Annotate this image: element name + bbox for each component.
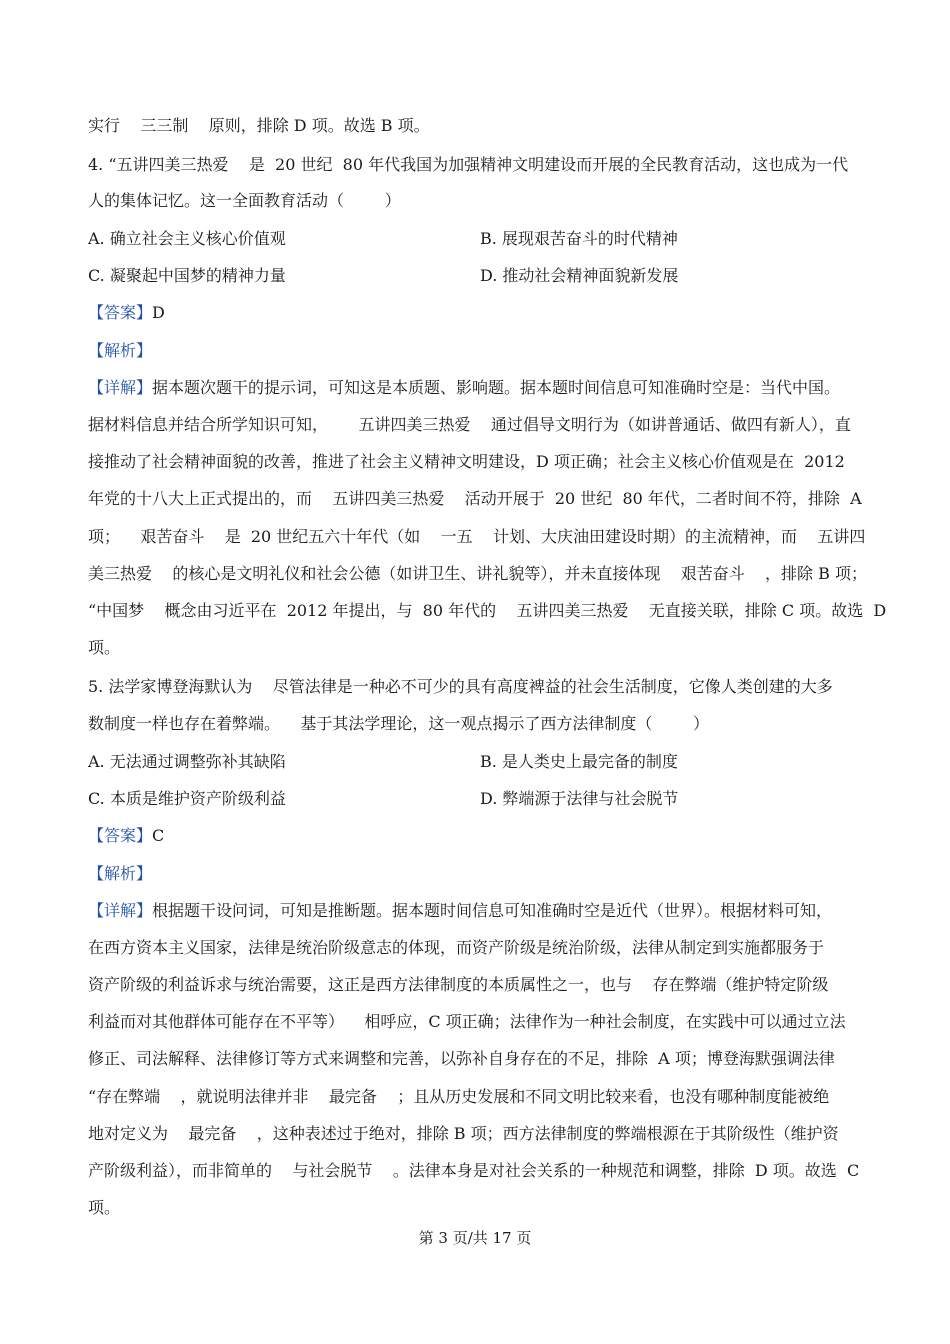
answer-line <box>88 303 165 323</box>
question-5-stem: 5. 法学家博登海默认为 尽管法律是一种必不可少的具有高度裨益的社会生活制度，它像人类创建的大多 <box>88 677 833 696</box>
detail-text: 资产阶级的利益诉求与统治需要，这正是西方法律制度的本质属性之一，也与 存在弊端（维护特定阶级 <box>88 975 829 994</box>
question-4-stem: 人的集体记忆。这一全面教育活动（ ） <box>88 191 401 210</box>
detail-text: 据本题次题干的提示词，可知这是本质题、影响题。据本题时间信息可知准确时空是：当代中国。 <box>152 378 841 397</box>
answer-value: C <box>152 826 165 845</box>
question-4-stem: 4. “五讲四美三热爱 是 20 世纪 80 年代我国为加强精神文明建设而开展的全民教育活动，这也成为一代 <box>88 155 849 174</box>
detail-text: 项； 艰苦奋斗 是 20 世纪五六十年代（如 一五 计划、大庆油田建设时期）的主流精神，而 五讲四 <box>88 527 866 546</box>
detail-text: 根据题干设问词，可知是推断题。据本题时间信息可知准确时空是近代（世界）。根据材料可知， <box>152 901 833 920</box>
detail-text: 项。 <box>88 1198 121 1217</box>
option-b: B. 是人类史上最完备的制度 <box>480 752 678 771</box>
answer-tag: 【答案】 <box>88 303 153 322</box>
detail-tag: 【详解】 <box>88 901 153 920</box>
option-c: C. 凝聚起中国梦的精神力量 <box>88 266 286 285</box>
detail-text: 年党的十八大上正式提出的，而 五讲四美三热爱 活动开展于 20 世纪 80 年代，二者时间不符，排除 A <box>88 489 862 508</box>
detail-text: 美三热爱 的核心是文明礼仪和社会公德（如讲卫生、讲礼貌等），并未直接体现 艰苦奋斗 ，排除 B 项； <box>88 564 867 583</box>
text-line: 实行 三三制 原则，排除 D 项。故选 B 项。 <box>88 116 430 135</box>
answer-line <box>88 826 164 846</box>
detail-text: “中国梦 概念由习近平在 2012 年提出，与 80 年代的 五讲四美三热爱 无直接关联，排除 C 项。故选 D <box>88 601 887 620</box>
detail-text: 据材料信息并结合所学知识可知， 五讲四美三热爱 通过倡导文明行为（如讲普通话、做四有新人），直 <box>88 415 851 434</box>
detail-line <box>88 378 840 398</box>
detail-text: 产阶级利益），而非简单的 与社会脱节 。法律本身是对社会关系的一种规范和调整，排除 D 项。故选 C <box>88 1161 860 1180</box>
detail-line <box>88 901 832 921</box>
option-d: D. 弊端源于法律与社会脱节 <box>480 789 679 808</box>
question-5-stem: 数制度一样也存在着弊端。 基于其法学理论，这一观点揭示了西方法律制度（ ） <box>88 714 710 733</box>
page-footer: 第 3 页/共 17 页 <box>418 1229 532 1247</box>
option-a: A. 无法通过调整弥补其缺陷 <box>88 752 286 771</box>
analysis-tag: 【解析】 <box>88 341 153 360</box>
detail-tag: 【详解】 <box>88 378 153 397</box>
detail-text: 利益而对其他群体可能存在不平等） 相呼应，C 项正确；法律作为一种社会制度，在实践中可以通过立法 <box>88 1012 846 1031</box>
analysis-tag: 【解析】 <box>88 864 153 883</box>
detail-text: 在西方资本主义国家，法律是统治阶级意志的体现，而资产阶级是统治阶级，法律从制定到实施都服务于 <box>88 938 825 957</box>
option-a: A. 确立社会主义核心价值观 <box>88 229 286 248</box>
answer-tag: 【答案】 <box>88 826 153 845</box>
answer-value: D <box>152 303 165 322</box>
option-b: B. 展现艰苦奋斗的时代精神 <box>480 229 678 248</box>
detail-text: 地对定义为 最完备 ，这种表述过于绝对，排除 B 项；西方法律制度的弊端根源在于其阶级性（维护资 <box>88 1124 839 1143</box>
option-d: D. 推动社会精神面貌新发展 <box>480 266 679 285</box>
detail-text: 项。 <box>88 638 121 657</box>
detail-text: 修正、司法解释、法律修订等方式来调整和完善，以弥补自身存在的不足，排除 A 项；博登海默强调法律 <box>88 1049 835 1068</box>
detail-text: 接推动了社会精神面貌的改善，推进了社会主义精神文明建设，D 项正确；社会主义核心价值观是在 2012 <box>88 452 845 471</box>
detail-text: “存在弊端 ，就说明法律并非 最完备 ；且从历史发展和不同文明比较来看，也没有哪种制度能被绝 <box>88 1087 830 1106</box>
option-c: C. 本质是维护资产阶级利益 <box>88 789 286 808</box>
